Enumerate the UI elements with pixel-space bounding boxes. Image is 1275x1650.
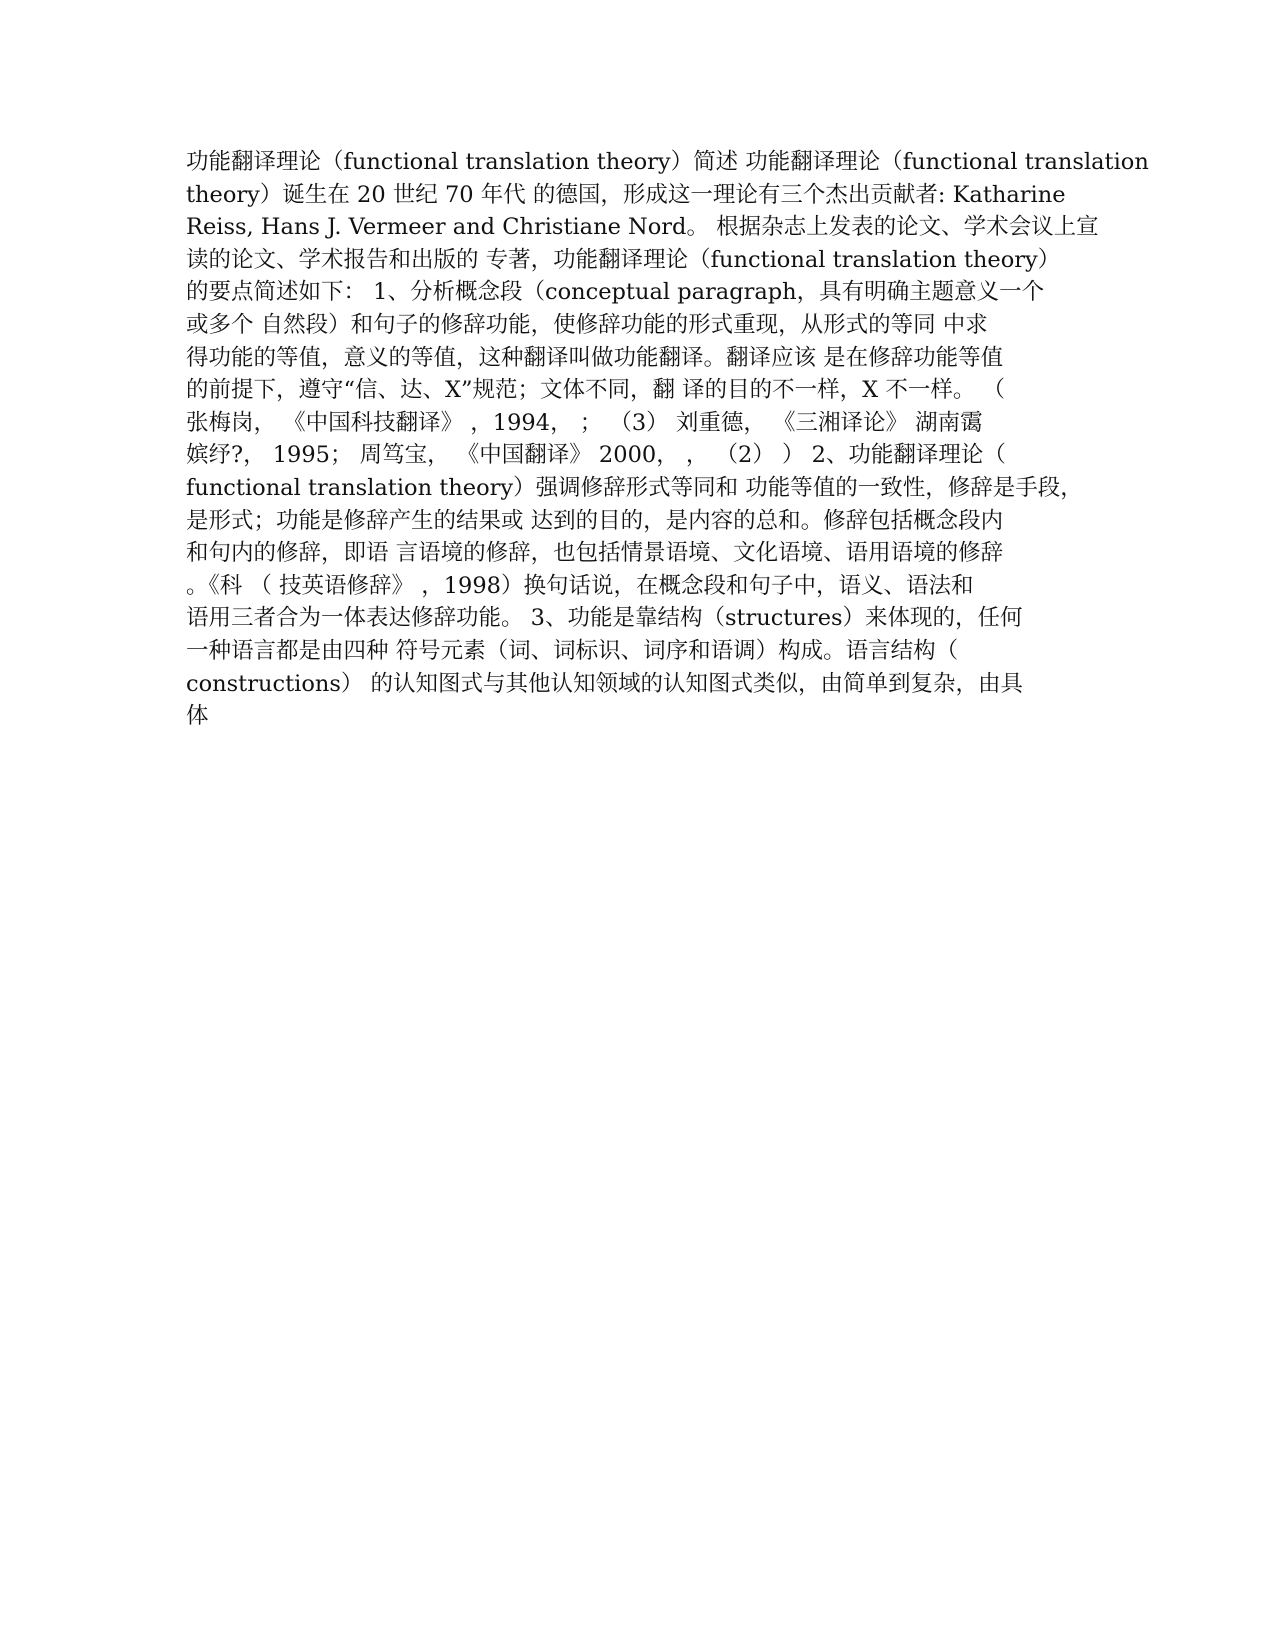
text-line-12: 是形式；功能是修辞产生的结果或 达到的目的，是内容的总和。修辞包括概念段内 [186, 507, 1004, 534]
text-line-9: 张梅岗， 《中国科技翻译》 ，1994， ； （3） 刘重德， 《三湘译论》 湖南霭 [186, 409, 983, 436]
text-line-3: Reiss, Hans J. Vermeer and Christiane Nord。 根据杂志上发表的论文、学术会议上宣 [186, 214, 1099, 241]
text-line-14: 。《科 （ 技英语修辞》 ，1998）换句话说，在概念段和句子中，语义、语法和 [186, 572, 974, 599]
text-line-13: 和句内的修辞，即语 言语境的修辞，也包括情景语境、文化语境、语用语境的修辞 [186, 540, 1004, 567]
text-line-7: 得功能的等值，意义的等值，这种翻译叫做功能翻译。翻译应该 是在修辞功能等值 [186, 344, 1004, 371]
text-line-6: 或多个 自然段）和句子的修辞功能，使修辞功能的形式重现，从形式的等同 中求 [186, 311, 988, 338]
text-line-15: 语用三者合为一体表达修辞功能。 3、功能是靠结构（structures）来体现的，任何 [186, 605, 1023, 632]
text-line-11: functional translation theory）强调修辞形式等同和 功能等值的一致性，修辞是手段， [186, 474, 1083, 501]
text-line-1: 功能翻译理论（functional translation theory）简述 功能翻译理论（functional translation [186, 149, 1149, 175]
text-line-2: theory）诞生在 20 世纪 70 年代 的德国，形成这一理论有三个杰出贡献者: Katharine [186, 181, 1066, 208]
text-line-16: 一种语言都是由四种 符号元素（词、词标识、词序和语调）构成。语言结构（ [186, 637, 959, 664]
text-line-10: 嫔纾?， 1995； 周笃宝， 《中国翻译》 2000， ， （2） ） 2、功能翻译理论（ [186, 442, 1006, 469]
text-line-17: constructions） 的认知图式与其他认知领域的认知图式类似，由简单到复杂，由具 [186, 670, 1024, 697]
text-line-5: 的要点简述如下： 1、分析概念段（conceptual paragraph，具有明确主题意义一个 [186, 279, 1045, 306]
body-paragraph [186, 146, 1149, 733]
text-line-18: 体 [186, 703, 209, 730]
text-line-8: 的前提下，遵守“信、达、X”规范；文体不同，翻 译的目的不一样，X 不一样。 （ [186, 377, 1005, 404]
text-line-4: 读的论文、学术报告和出版的 专著，功能翻译理论（functional translation theory） [186, 246, 1061, 273]
